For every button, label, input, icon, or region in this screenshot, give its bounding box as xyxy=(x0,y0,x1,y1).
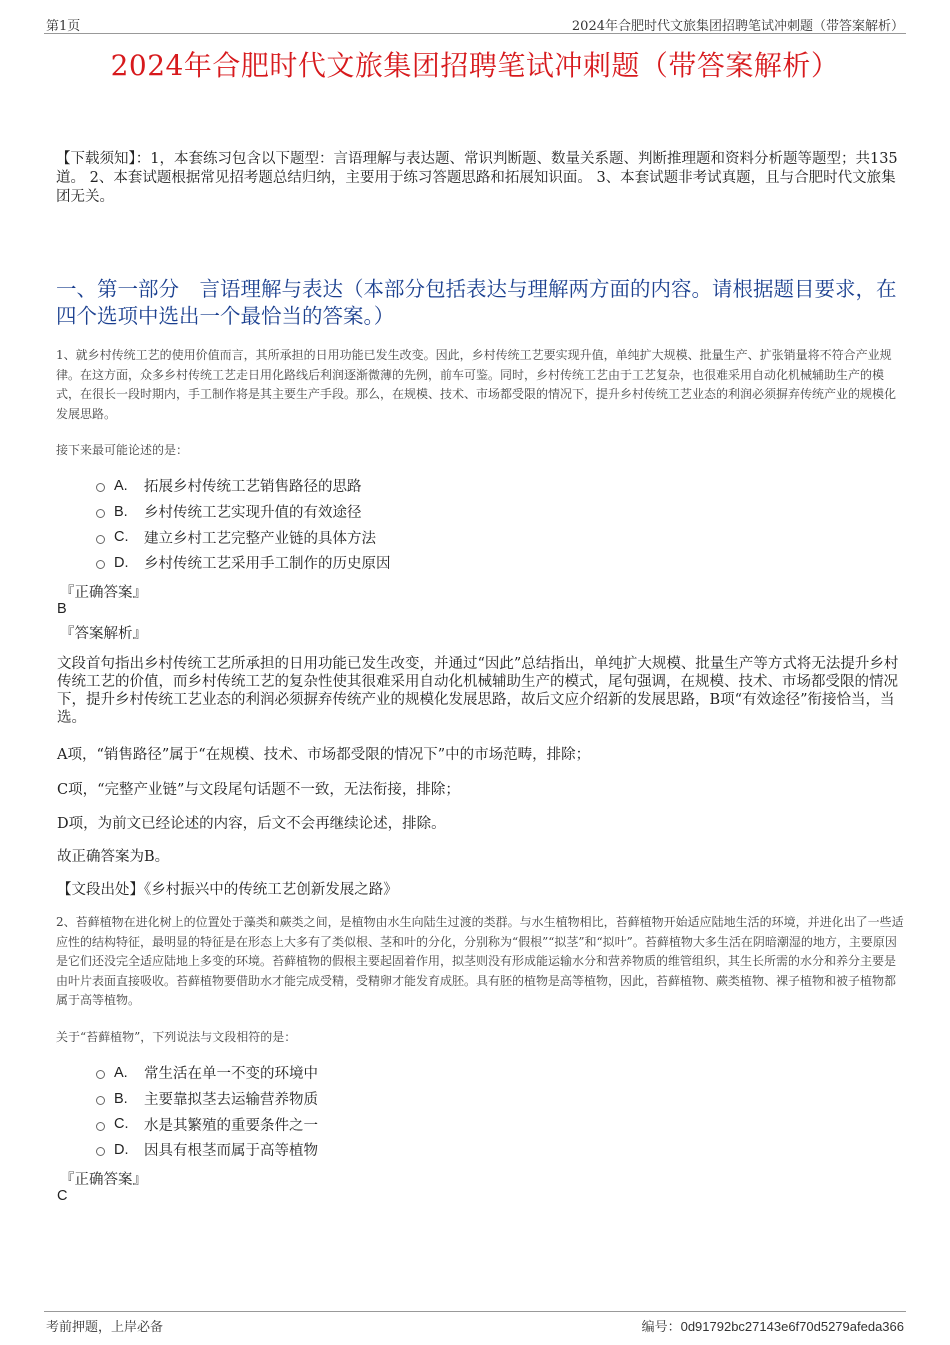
document-title: 2024年合肥时代文旅集团招聘笔试冲刺题（带答案解析） xyxy=(110,49,840,82)
question-2-answer-label: 『正确答案』 xyxy=(60,1172,147,1188)
question-1-answer-label: 『正确答案』 xyxy=(60,585,147,601)
radio-icon[interactable] xyxy=(96,483,105,492)
question-2-prompt: 关于“苔藓植物”，下列说法与文段相符的是： xyxy=(56,1030,297,1044)
question-1-stem: 1、就乡村传统工艺的使用价值而言，其所承担的日用功能已发生改变。因此，乡村传统工艺要实现升值，单纯扩大规模、批量生产、扩张销量将不符合产业规律。在这方面，众多乡村传统工艺走日用化路线后利润逐渐微薄的先例，前车可鉴。同时，乡村传统工艺由于工艺复杂，也很难采用自动化机械辅助生产的模式，在很长一段时期内，手工制作将是其主要生产手段。那么，在规模、技术、市场都受限的情况下，提升乡村传统工艺业态的利润必须摒弃传统产业的规模化发展思路。 xyxy=(56,348,897,421)
question-2-answer: C xyxy=(57,1188,68,1204)
question-1-option-a[interactable]: A. 拓展乡村传统工艺销售路径的思路 xyxy=(96,473,696,499)
question-2-option-a[interactable]: A. 常生活在单一不变的环境中 xyxy=(96,1060,696,1086)
radio-icon[interactable] xyxy=(96,1070,105,1079)
question-1-option-c[interactable]: C. 建立乡村工艺完整产业链的具体方法 xyxy=(96,524,696,550)
page-number: 第1页 xyxy=(46,19,81,34)
question-1-explain-a: A项，“销售路径”属于“在规模、技术、市场都受限的情况下”中的市场范畴，排除； xyxy=(57,747,591,763)
question-1-answer: B xyxy=(57,601,67,617)
footer-slogan: 考前押题，上岸必备 xyxy=(46,1320,164,1335)
radio-icon[interactable] xyxy=(96,509,105,518)
question-2-stem: 2、苔藓植物在进化树上的位置处于藻类和蕨类之间，是植物由水生向陆生过渡的类群。与水生植物相比，苔藓植物开始适应陆地生活的环境，并进化出了一些适应性的结构特征，最明显的特征是在形态上大多有了类似根、茎和叶的分化，分别称为“假根”“拟茎”和“拟叶”。苔藓植物大多生活在阴暗潮湿的地方，主要原因是它们还没完全适应陆地上多变的环境。苔藓植物的假根主要起固着作用，拟茎则没有形成能运输水分和营养物质的维管组织，其生长所需的水分和养分主要是由叶片表面直接吸收。苔藓植物要借助水才能完成受精，受精卵才能发育成胚。具有胚的植物是高等植物，因此，苔藓植物、蕨类植物、裸子植物和被子植物都属于高等植物。 xyxy=(56,915,904,1007)
question-1-options xyxy=(96,473,696,576)
radio-icon[interactable] xyxy=(96,560,105,569)
question-2-options xyxy=(96,1060,696,1163)
page-header xyxy=(44,12,906,34)
question-1-explain-d: D项，为前文已经论述的内容，后文不会再继续论述，排除。 xyxy=(57,816,446,832)
question-1-analysis: 文段首句指出乡村传统工艺所承担的日用功能已发生改变，并通过“因此”总结指出，单纯扩大规模、批量生产等方式将无法提升乡村传统工艺的价值，而乡村传统工艺的复杂性使其很难采用自动化机械辅助生产的模式，尾句强调，在规模、技术、市场都受限的情况下，提升乡村传统工艺业态的利润必须摒弃传统产业的规模化发展思路，故后文应介绍新的发展思路，B项“有效途径”衔接恰当，当选。 xyxy=(57,656,899,726)
page-footer xyxy=(44,1311,906,1335)
radio-icon[interactable] xyxy=(96,1122,105,1131)
radio-icon[interactable] xyxy=(96,535,105,544)
question-1-prompt: 接下来最可能论述的是： xyxy=(56,443,189,457)
document-code xyxy=(642,1316,904,1335)
question-2-option-b[interactable]: B. 主要靠拟茎去运输营养物质 xyxy=(96,1086,696,1112)
document-code-value: 0d91792bc27143e6f70d5279afeda366 xyxy=(680,1319,904,1334)
question-1-explain-c: C项，“完整产业链”与文段尾句话题不一致，无法衔接，排除； xyxy=(57,782,460,798)
question-1-option-b[interactable]: B. 乡村传统工艺实现升值的有效途径 xyxy=(96,499,696,525)
question-1-option-d[interactable]: D. 乡村传统工艺采用手工制作的历史原因 xyxy=(96,550,696,576)
question-2-option-d[interactable]: D. 因具有根茎而属于高等植物 xyxy=(96,1137,696,1163)
radio-icon[interactable] xyxy=(96,1147,105,1156)
download-notice: 【下载须知】：1，本套练习包含以下题型：言语理解与表达题、常识判断题、数量关系题、判断推理题和资料分析题等题型；共135道。 2、本套试题根据常见招考题总结归纳，主要用于练习答题思路和拓展知识面。 3、本套试题非考试真题，且与合肥时代文旅集团无关。 xyxy=(56,151,898,205)
section-heading: 一、第一部分 言语理解与表达（本部分包括表达与理解两方面的内容。请根据题目要求，在四个选项中选出一个最恰当的答案。） xyxy=(56,277,897,328)
question-1-source: 【文段出处】《乡村振兴中的传统工艺创新发展之路》 xyxy=(57,882,398,898)
document-code-label: 编号： xyxy=(641,1320,681,1335)
question-1-analysis-label: 『答案解析』 xyxy=(60,626,147,642)
question-2-option-c[interactable]: C. 水是其繁殖的重要条件之一 xyxy=(96,1111,696,1137)
question-1-conclusion: 故正确答案为B。 xyxy=(57,849,170,865)
radio-icon[interactable] xyxy=(96,1096,105,1105)
header-doc-name: 2024年合肥时代文旅集团招聘笔试冲刺题（带答案解析） xyxy=(571,19,904,34)
